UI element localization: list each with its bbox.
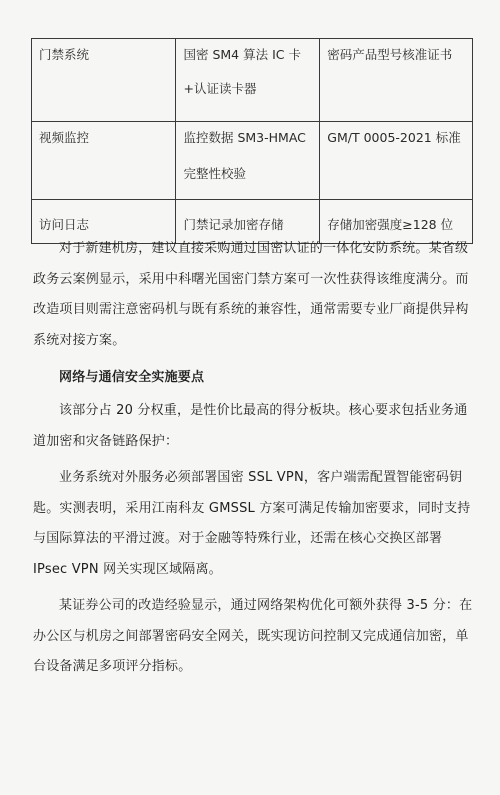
- cell-text: 访问日志: [39, 217, 90, 232]
- table-cell: [176, 122, 320, 200]
- cell-text: 门禁记录加密存储: [183, 217, 284, 232]
- section-heading: 网络与通信安全实施要点: [59, 370, 205, 385]
- requirements-table: [31, 38, 473, 244]
- paragraph: 某证券公司的改造经验显示，通过网络架构优化可额外获得 3-5 分：在办公区与机房之间部署密码安全网关，既实现访问控制又完成通信加密，单台设备满足多项评分指标。: [33, 598, 473, 674]
- table-cell: [320, 122, 473, 200]
- cell-text: GM/T 0005-2021 标准: [327, 130, 461, 145]
- paragraph: 业务系统对外服务必须部署国密 SSL VPN，客户端需配置智能密码钥匙。实测表明，采用江南科友 GMSSL 方案可满足传输加密要求，同时支持与国际算法的平滑过渡。对于金融等特殊行业，还需在核心交换区部署 IPsec VPN 网关实现区域隔离。: [33, 470, 471, 577]
- table-row: [32, 39, 473, 122]
- table-cell: [32, 39, 176, 122]
- cell-text: 监控数据 SM3-HMAC: [183, 130, 306, 145]
- cell-text: 视频监控: [39, 130, 90, 145]
- cell-text: 完整性校验: [183, 166, 246, 181]
- cell-text: 国密 SM4 算法 IC 卡: [183, 47, 301, 62]
- table-row: [32, 122, 473, 200]
- table-cell: [176, 39, 320, 122]
- paragraph: 对于新建机房，建议直接采购通过国密认证的一体化安防系统。某省级政务云案例显示，采用中科曙光国密门禁方案可一次性获得该维度满分。而改造项目则需注意密码机与既有系统的兼容性，通常需要专业厂商提供异构系统对接方案。: [33, 241, 469, 348]
- cell-text: 门禁系统: [39, 47, 90, 62]
- cell-text: +认证读卡器: [183, 81, 257, 96]
- paragraph: 该部分占 20 分权重，是性价比最高的得分板块。核心要求包括业务通道加密和灾备链路保护：: [33, 403, 468, 449]
- table-cell: [320, 39, 473, 122]
- cell-text: 存储加密强度≥128 位: [327, 217, 454, 232]
- cell-text: 密码产品型号核准证书: [327, 47, 453, 62]
- table-cell: [32, 122, 176, 200]
- body-text: [33, 234, 473, 683]
